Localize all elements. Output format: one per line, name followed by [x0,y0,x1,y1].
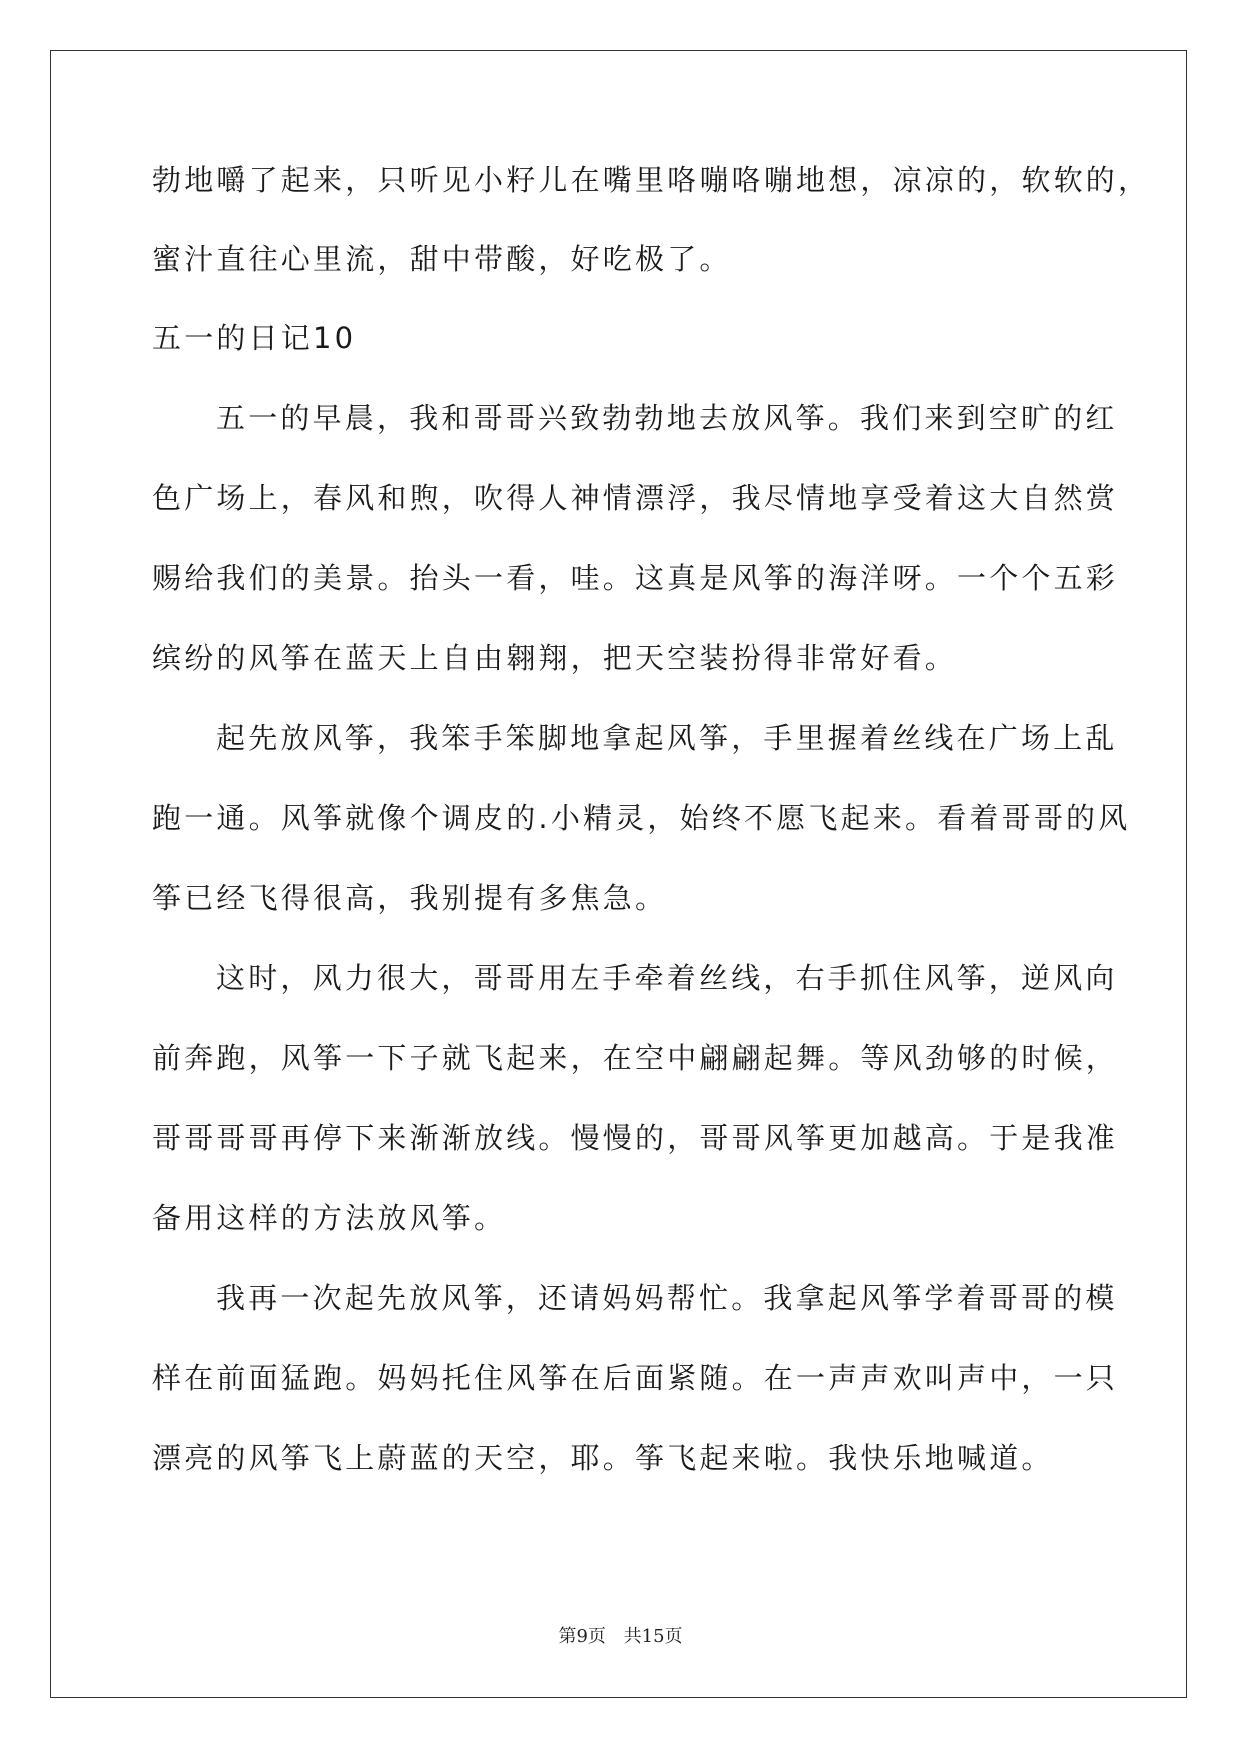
paragraph-start: 五一的早晨，我和哥哥兴致勃勃地去放风筝。我们来到空旷的红 [216,401,1118,435]
text-line: 前奔跑，风筝一下子就飞起来，在空中翩翩起舞。等风劲够的时候， [152,1041,1119,1075]
text-line: 哥哥哥哥再停下来渐渐放线。慢慢的，哥哥风筝更加越高。于是我准 [152,1121,1119,1155]
page-number: 第9页 [558,1626,606,1647]
text-line: 筝已经飞得很高，我别提有多焦急。 [152,881,668,915]
paragraph-start: 起先放风筝，我笨手笨脚地拿起风筝，手里握着丝线在广场上乱 [216,721,1118,755]
text-line: 赐给我们的美景。抬头一看，哇。这真是风筝的海洋呀。一个个五彩 [152,561,1119,595]
text-line: 色广场上，春风和煦，吹得人神情漂浮，我尽情地享受着这大自然赏 [152,481,1119,515]
diary-heading: 五一的日记10 [152,321,357,355]
text-line: 跑一通。风筝就像个调皮的.小精灵，始终不愿飞起来。看着哥哥的风 [152,801,1131,835]
text-line: 缤纷的风筝在蓝天上自由翱翔，把天空装扮得非常好看。 [152,641,958,675]
text-line: 蜜汁直往心里流，甜中带酸，好吃极了。 [152,242,732,276]
paragraph-start: 我再一次起先放风筝，还请妈妈帮忙。我拿起风筝学着哥哥的模 [216,1281,1118,1315]
text-line: 备用这样的方法放风筝。 [152,1201,507,1235]
text-line: 漂亮的风筝飞上蔚蓝的天空，耶。筝飞起来啦。我快乐地喊道。 [152,1441,1054,1475]
page-total: 共15页 [623,1626,683,1647]
page-footer [0,1622,1241,1648]
paragraph-start: 这时，风力很大，哥哥用左手牵着丝线，右手抓住风筝，逆风向 [216,961,1118,995]
text-line: 样在前面猛跑。妈妈托住风筝在后面紧随。在一声声欢叫声中，一只 [152,1361,1119,1395]
text-line: 勃地嚼了起来，只听见小籽儿在嘴里咯嘣咯嘣地想，凉凉的，软软的， [152,163,1151,197]
